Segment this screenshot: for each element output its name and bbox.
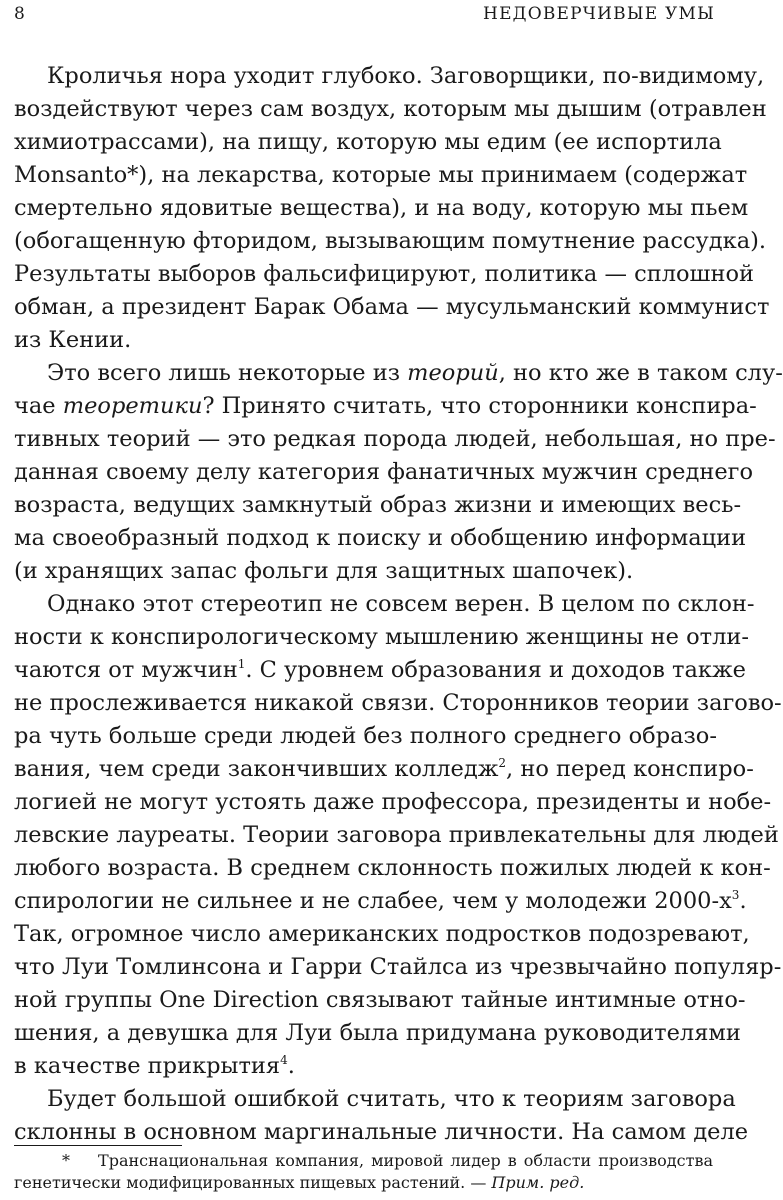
text-run: Это всего лишь некоторые из xyxy=(47,360,408,386)
running-head xyxy=(14,4,715,30)
text-line: обман, а президент Барак Обама — мусульманский коммунист xyxy=(14,294,770,320)
text-run: ? Принято считать, что сторонники конспира- xyxy=(202,393,757,419)
paragraph-3 xyxy=(14,588,782,1083)
paragraph-1 xyxy=(14,60,770,357)
footnote-ref[interactable]: 1 xyxy=(237,657,246,671)
text-run: чаются от мужчин xyxy=(14,657,238,683)
emphasis-text: теоретики xyxy=(62,393,203,419)
footnote-ref[interactable]: 3 xyxy=(731,888,740,902)
text-line xyxy=(14,357,783,390)
text-line: ма своеобразный подход к поиску и обобщению информации xyxy=(14,525,747,551)
text-line: смертельно ядовитые вещества), и на воду, которую мы пьем xyxy=(14,195,749,221)
text-line: любого возраста. В среднем склонность пожилых людей к кон- xyxy=(14,855,771,881)
footnote-line xyxy=(14,1150,713,1172)
page-number: 8 xyxy=(14,4,27,24)
text-run: , но кто же в таком слу- xyxy=(498,360,783,386)
text-run: чае xyxy=(14,393,63,419)
text-line: (и хранящих запас фольги для защитных шапочек). xyxy=(14,558,634,584)
text-line: тивных теорий — это редкая порода людей, небольшая, но пре- xyxy=(14,426,776,452)
text-line: из Кении. xyxy=(14,327,132,353)
text-line xyxy=(14,390,757,423)
footnote-text: Транснациональная компания, мировой лидер в области производства xyxy=(98,1151,714,1170)
body-text xyxy=(14,60,783,1149)
text-line: левские лауреаты. Теории заговора привлекательны для людей xyxy=(14,822,779,848)
footnote-ref[interactable]: 2 xyxy=(498,756,507,770)
footnote-text: генетически модифицированных пищевых растений. — xyxy=(14,1173,492,1192)
text-line: что Луи Томлинсона и Гарри Стайлса из чрезвычайно популяр- xyxy=(14,954,782,980)
text-line xyxy=(14,885,747,918)
paragraph-2 xyxy=(14,357,783,588)
text-line: логией не могут устоять даже профессора, президенты и нобе- xyxy=(14,789,772,815)
text-line: склонны в основном маргинальные личности. На самом деле xyxy=(14,1119,749,1145)
text-line: ра чуть больше среди людей без полного среднего образо- xyxy=(14,723,717,749)
text-line: не прослеживается никакой связи. Сторонников теории загово- xyxy=(14,690,782,716)
text-line: Так, огромное число американских подростков подозревают, xyxy=(14,921,750,947)
text-line: химиотрассами), на пищу, которую мы едим (ее испортила xyxy=(14,129,722,155)
text-run: . xyxy=(287,1053,295,1079)
text-line: возраста, ведущих замкнутый образ жизни и имеющих весь- xyxy=(14,492,742,518)
footnote-line xyxy=(14,1172,713,1194)
text-line xyxy=(14,753,754,786)
text-run: . С уровнем образования и доходов также xyxy=(245,657,746,683)
paragraph-4 xyxy=(14,1083,749,1149)
text-line: шения, а девушка для Луи была придумана руководителями xyxy=(14,1020,741,1046)
text-line: Monsanto*), на лекарства, которые мы принимаем (содержат xyxy=(14,162,748,188)
text-line xyxy=(14,1050,713,1083)
text-run: спирологии не сильнее и не слабее, чем у молодежи 2000-х xyxy=(14,888,732,914)
text-run: в качестве прикрытия xyxy=(14,1053,281,1079)
running-title: НЕДОВЕРЧИВЫЕ УМЫ xyxy=(483,4,715,24)
footnote xyxy=(14,1150,713,1194)
text-run: , но перед конспиро- xyxy=(506,756,754,782)
text-line: Будет большой ошибкой считать, что к теориям заговора xyxy=(47,1086,736,1112)
text-line: Кроличья нора уходит глубоко. Заговорщики, по-видимому, xyxy=(47,63,765,89)
text-line: Однако этот стереотип не совсем верен. В целом по склон- xyxy=(47,591,755,617)
text-line: ной группы One Direction связывают тайные интимные отно- xyxy=(14,987,746,1013)
text-line: данная своему делу категория фанатичных мужчин среднего xyxy=(14,459,753,485)
text-line xyxy=(14,654,746,687)
text-run: . xyxy=(739,888,747,914)
emphasis-text: теорий xyxy=(407,360,499,386)
text-line: воздействуют через сам воздух, которым мы дышим (отравлен xyxy=(14,96,767,122)
text-run: вания, чем среди закончивших колледж xyxy=(14,756,499,782)
footnote-marker: * xyxy=(62,1151,70,1170)
text-line: ности к конспирологическому мышлению женщины не отли- xyxy=(14,624,750,650)
editor-note: Прим. ред. xyxy=(491,1173,585,1192)
footnote-ref[interactable]: 4 xyxy=(280,1053,288,1067)
footnote-divider xyxy=(14,1145,182,1146)
text-line: (обогащенную фторидом, вызывающим помутнение рассудка). xyxy=(14,228,767,254)
text-line: Результаты выборов фальсифицируют, политика — сплошной xyxy=(14,261,754,287)
